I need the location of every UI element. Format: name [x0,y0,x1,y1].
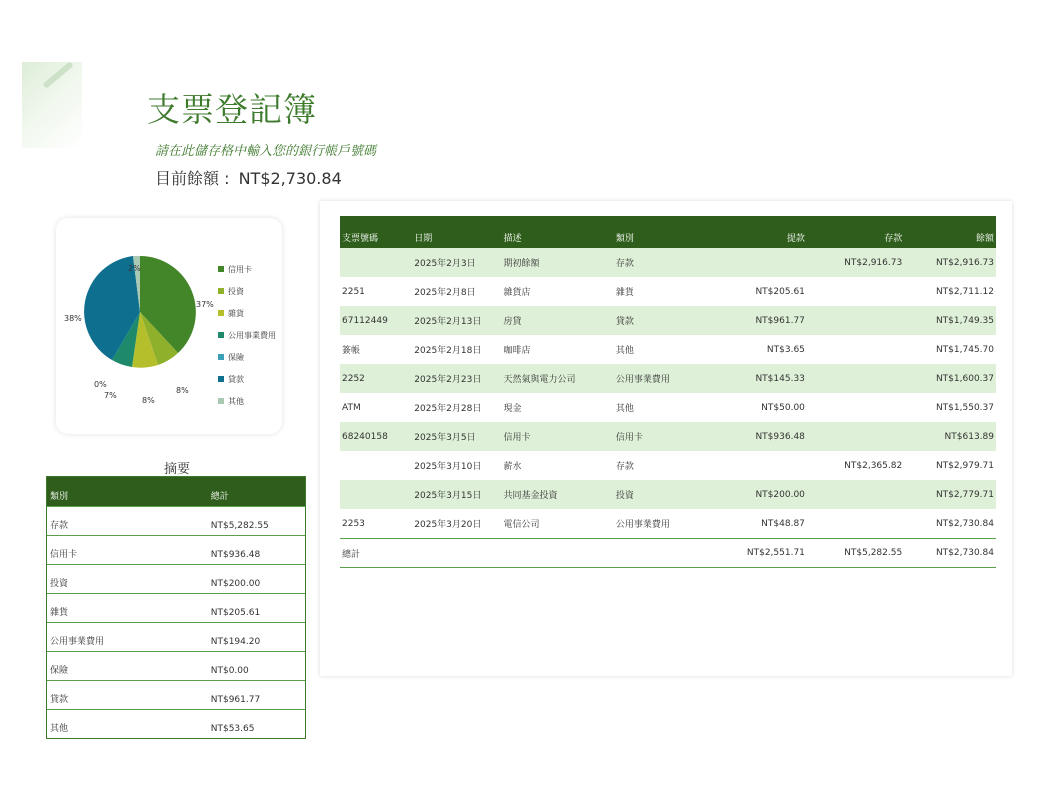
register-cell[interactable]: 存款 [615,462,634,472]
summary-row[interactable]: 存款 NT$5,282.55 [47,506,305,535]
legend-item: 雜貨 [218,302,276,324]
register-cell[interactable] [807,393,904,422]
register-cell[interactable]: NT$48.87 [761,518,805,529]
register-row[interactable] [340,277,996,306]
register-cell[interactable]: 雜貨店 [503,288,531,298]
register-cell[interactable]: NT$1,749.35 [904,306,996,335]
register-cell[interactable]: 貸款 [614,306,721,335]
register-cell[interactable]: 電信公司 [503,520,540,530]
summary-row[interactable]: 信用卡 NT$936.48 [47,535,305,564]
register-cell[interactable]: NT$200.00 [721,480,807,509]
register-row[interactable] [340,364,996,393]
register-cell[interactable]: NT$2,730.84 [935,518,994,529]
pie-legend [218,258,276,412]
register-cell[interactable]: NT$2,916.73 [904,248,996,277]
register-cell[interactable] [340,248,412,277]
register-total-row [340,539,996,568]
register-cell[interactable]: NT$2,916.73 [807,248,904,277]
register-cell[interactable]: 咖啡店 [503,346,531,356]
summary-row[interactable]: 貸款 NT$961.77 [47,680,305,709]
register-cell[interactable]: NT$2,979.71 [935,460,994,471]
register-cell[interactable] [807,306,904,335]
register-cell[interactable] [807,509,904,539]
register-row[interactable] [340,335,996,364]
register-cell[interactable]: NT$2,711.12 [935,286,994,297]
col-category[interactable]: 類別 [614,216,721,248]
account-number-cell[interactable]: 請在此儲存格中輸入您的銀行帳戶號碼 [155,144,377,159]
register-cell[interactable] [807,335,904,364]
register-cell[interactable] [340,451,412,480]
register-row[interactable] [340,422,996,451]
register-cell[interactable]: NT$50.00 [761,402,805,413]
register-row[interactable] [340,509,996,539]
register-cell[interactable]: NT$2,779.71 [904,480,996,509]
register-cell[interactable] [340,480,412,509]
summary-title: 摘要 [163,462,190,477]
register-cell[interactable]: 其他 [615,404,634,414]
pie-label-insurance: 0% [94,380,107,389]
register-cell[interactable]: 期初餘額 [502,248,614,277]
register-cell[interactable]: NT$1,600.37 [904,364,996,393]
register-cell[interactable]: NT$961.77 [721,306,807,335]
register-cell[interactable]: 2025年2月8日 [414,288,476,298]
register-cell[interactable]: 2025年3月10日 [414,462,482,472]
register-cell[interactable] [807,422,904,451]
register-cell[interactable] [807,364,904,393]
col-description[interactable]: 描述 [502,216,614,248]
register-cell[interactable]: NT$3.65 [766,344,805,355]
balance-value: NT$2,730.84 [238,169,342,188]
register-row[interactable] [340,480,996,509]
pie-label-other: 2% [128,264,141,273]
register-total-cell [614,539,721,568]
register-cell[interactable]: NT$205.61 [755,286,805,297]
summary-row[interactable]: 其他 NT$53.65 [47,709,305,738]
register-cell[interactable]: 雜貨 [615,288,634,298]
page-title: 支票登記簿 [147,90,317,129]
register-cell[interactable]: 現金 [503,404,522,414]
register-cell[interactable]: 2025年3月15日 [412,480,501,509]
register-total-cell: NT$2,551.71 [721,539,807,568]
register-cell[interactable]: NT$1,550.37 [935,402,994,413]
register-total-cell: NT$5,282.55 [807,539,904,568]
col-check-number[interactable]: 支票號碼 [340,216,412,248]
legend-item: 其他 [218,390,276,412]
register-cell[interactable]: 2025年3月5日 [412,422,501,451]
register-cell[interactable]: 2252 [340,364,412,393]
register-cell[interactable]: 天然氣與電力公司 [502,364,614,393]
register-total-cell [412,539,501,568]
register-cell[interactable]: ATM [342,402,361,413]
register-table [340,216,996,568]
register-cell[interactable] [807,277,904,306]
leaf-decoration [22,62,82,148]
register-row[interactable] [340,248,996,277]
pie-label-groceries: 8% [142,396,155,405]
register-cell[interactable]: NT$936.48 [721,422,807,451]
register-cell[interactable]: NT$2,365.82 [844,460,903,471]
legend-item: 公用事業費用 [218,324,276,346]
balance-label: 目前餘額 : [155,169,230,188]
pie-label-utilities: 7% [104,391,117,400]
register-cell[interactable]: 投資 [614,480,721,509]
pie-chart-card[interactable] [56,218,282,434]
register-total-cell: NT$2,730.84 [904,539,996,568]
register-cell[interactable] [721,451,807,480]
register-cell[interactable]: 68240158 [340,422,412,451]
col-withdrawal[interactable]: 提款 [721,216,807,248]
register-cell[interactable]: 2025年3月20日 [414,520,482,530]
summary-row[interactable]: 保險 NT$0.00 [47,651,305,680]
col-balance[interactable]: 餘額 [904,216,996,248]
summary-row[interactable]: 雜貨 NT$205.61 [47,593,305,622]
register-cell[interactable]: 簽帳 [342,346,361,356]
register-cell[interactable] [721,248,807,277]
register-row[interactable] [340,393,996,422]
col-date[interactable]: 日期 [412,216,501,248]
summary-row[interactable]: 投資 NT$200.00 [47,564,305,593]
summary-header [47,477,305,506]
legend-item: 保險 [218,346,276,368]
legend-item: 信用卡 [218,258,276,280]
register-total-cell: 總計 [340,539,412,568]
register-header-row [340,216,996,248]
register-cell[interactable]: 共同基金投資 [502,480,614,509]
register-cell[interactable]: 信用卡 [614,422,721,451]
register-cell[interactable] [807,480,904,509]
summary-header-category[interactable]: 類別 [50,492,69,502]
register-cell[interactable]: 2025年2月28日 [414,404,482,414]
legend-item: 投資 [218,280,276,302]
register-cell[interactable]: NT$613.89 [904,422,996,451]
pie-label-credit: 37% [196,300,214,309]
register-cell[interactable]: 2025年2月13日 [412,306,501,335]
register-cell[interactable]: 公用事業費用 [614,364,721,393]
register-cell[interactable]: NT$1,745.70 [935,344,994,355]
current-balance [155,166,342,189]
summary-header-total[interactable]: 總計 [210,492,229,502]
register-cell[interactable]: 2025年2月23日 [412,364,501,393]
register-cell[interactable]: 2251 [342,286,365,297]
register-cell[interactable]: 薪水 [503,462,522,472]
register-cell[interactable]: 存款 [614,248,721,277]
register-total-cell [502,539,614,568]
legend-item: 貸款 [218,368,276,390]
register-cell[interactable]: 公用事業費用 [615,520,670,530]
register-cell[interactable]: NT$145.33 [721,364,807,393]
summary-row[interactable]: 公用事業費用 NT$194.20 [47,622,305,651]
register-cell[interactable]: 2253 [342,518,365,529]
register-row[interactable] [340,451,996,480]
summary-table [46,476,306,739]
pie-label-investment: 8% [176,386,189,395]
pie-label-loan: 38% [64,314,82,323]
register-cell[interactable]: 房貸 [502,306,614,335]
register-cell[interactable]: 2025年2月3日 [412,248,501,277]
register-cell[interactable]: 信用卡 [502,422,614,451]
register-row[interactable] [340,306,996,335]
register-cell[interactable]: 其他 [615,346,634,356]
register-cell[interactable]: 2025年2月18日 [414,346,482,356]
col-deposit[interactable]: 存款 [807,216,904,248]
register-cell[interactable]: 67112449 [340,306,412,335]
